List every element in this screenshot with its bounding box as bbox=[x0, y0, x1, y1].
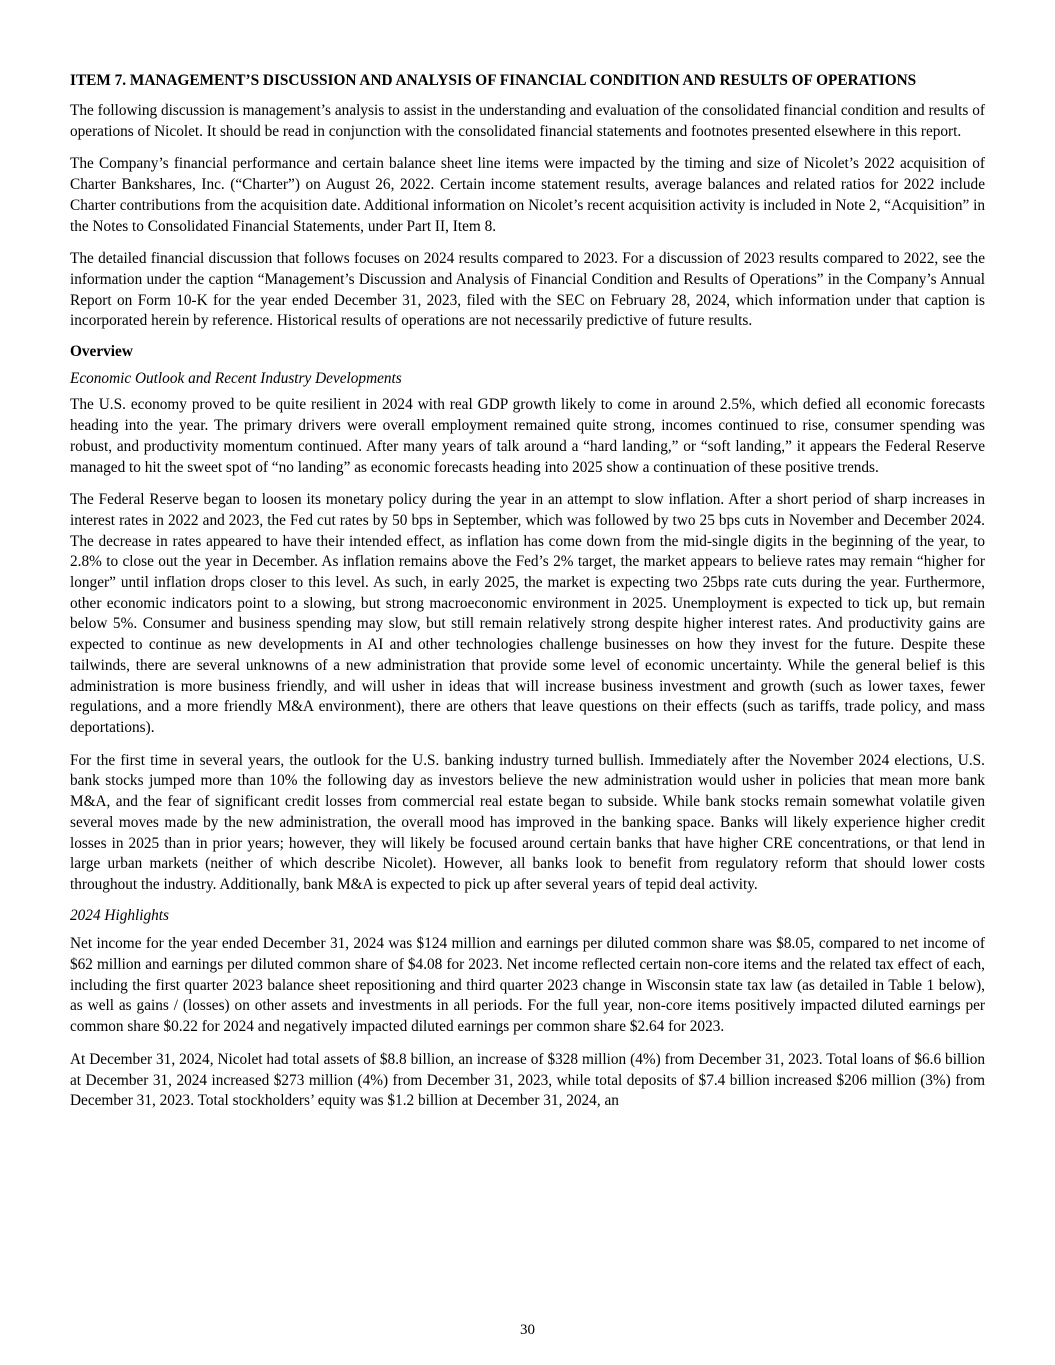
highlights-paragraph-2: At December 31, 2024, Nicolet had total assets of $8.8 billion, an increase of $328 million (4%) from December 31, 2023. Total loans of $6.6 billion at December 31, 2024 increased $273 million (4%) from December 31, 2023, while total deposits of $7.4 billion increased $206 million (3%) from December 31, 2023. Total stockholders’ equity was $1.2 billion at December 31, 2024, an bbox=[70, 1050, 985, 1110]
page-number: 30 bbox=[520, 1322, 535, 1338]
highlights-paragraph-1: Net income for the year ended December 31, 2024 was $124 million and earnings per diluted common share was $8.05, compared to net income of $62 million and earnings per diluted common share of $4.08 for 2023. Net income reflected certain non-core items and the related tax effect of each, including the first quarter 2023 balance sheet repositioning and third quarter 2023 change in Wisconsin state tax law (as detailed in Table 1 below), as well as gains / (losses) on other assets and investments in all periods. For the full year, non-core items positively impacted diluted earnings per common share $0.22 for 2024 and negatively impacted diluted earnings per common share $2.64 for 2023. bbox=[70, 935, 985, 1036]
intro-paragraph-2: The Company’s financial performance and certain balance sheet line items were impacted by the timing and size of Nicolet’s 2022 acquisition of Charter Bankshares, Inc. (“Charter”) on August 26, 2022. Certain income statement results, average balances and related ratios for 2022 include Charter contributions from the acquisition date. Additional information on Nicolet’s recent acquisition activity is included in Note 2, “Acquisition” in the Notes to Consolidated Financial Statements, under Part II, Item 8. bbox=[70, 155, 985, 235]
economic-outlook-subheading: Economic Outlook and Recent Industry Developments bbox=[70, 369, 402, 387]
economic-paragraph-3: For the first time in several years, the outlook for the U.S. banking industry turned bullish. Immediately after the November 2024 elections, U.S. bank stocks jumped more than 10% the following day as investors believe the new administration would usher in policies that mean more bank M&A, and the fear of significant credit losses from commercial real estate began to subside. While bank stocks remain somewhat volatile given several moves made by the new administration, the overall mood has improved in the banking space. Banks will likely experience higher credit losses in 2025 than in prior years; however, they will likely be focused around certain banks that have higher CRE concentrations, or that lend in large urban markets (neither of which describe Nicolet). However, all banks look to benefit from regulatory reform that should lower costs throughout the industry. Additionally, bank M&A is expected to pick up after several years of tepid deal activity. bbox=[70, 751, 985, 893]
economic-paragraph-1: The U.S. economy proved to be quite resilient in 2024 with real GDP growth likely to come in around 2.5%, which defied all economic forecasts heading into the year. The primary drivers were overall employment remained quite strong, incomes continued to rise, consumer spending was robust, and productivity momentum continued. After many years of talk around a “hard landing,” or “soft landing,” it appears the Federal Reserve managed to hit the sweet spot of “no landing” as economic forecasts heading into 2025 show a continuation of these positive trends. bbox=[70, 396, 985, 476]
document-page bbox=[70, 70, 985, 1124]
item-7-heading: ITEM 7. MANAGEMENT’S DISCUSSION AND ANALYSIS OF FINANCIAL CONDITION AND RESULTS OF OPERATIONS bbox=[70, 72, 917, 89]
highlights-subheading: 2024 Highlights bbox=[70, 906, 170, 924]
intro-paragraph-1: The following discussion is management’s analysis to assist in the understanding and evaluation of the consolidated financial condition and results of operations of Nicolet. It should be read in conjunction with the consolidated financial statements and footnotes presented elsewhere in this report. bbox=[70, 102, 985, 140]
intro-paragraph-3: The detailed financial discussion that follows focuses on 2024 results compared to 2023. For a discussion of 2023 results compared to 2022, see the information under the caption “Management’s Discussion and Analysis of Financial Condition and Results of Operations” in the Company’s Annual Report on Form 10-K for the year ended December 31, 2023, filed with the SEC on February 28, 2024, which information under that caption is incorporated herein by reference. Historical results of operations are not necessarily predictive of future results. bbox=[70, 250, 985, 330]
overview-heading: Overview bbox=[70, 343, 133, 361]
economic-paragraph-2: The Federal Reserve began to loosen its monetary policy during the year in an attempt to slow inflation. After a short period of sharp increases in interest rates in 2022 and 2023, the Fed cut rates by 50 bps in September, which was followed by two 25 bps cuts in November and December 2024. The decrease in rates appeared to have their intended effect, as inflation has come down from the mid-single digits in the beginning of the year, to 2.8% to close out the year in December. As inflation remains above the Fed’s 2% target, the market appears to believe rates may remain “higher for longer” until inflation drops closer to this level. As such, in early 2025, the market is expecting two 25bps rate cuts during the year. Furthermore, other economic indicators point to a slowing, but strong macroeconomic environment in 2025. Unemployment is expected to tick up, but remain below 5%. Consumer and business spending may slow, but still remain relatively strong despite higher interest rates. And productivity gains are expected to continue as new developments in AI and other technologies challenge businesses on how they invest for the future. Despite these tailwinds, there are several unknowns of a new administration that provide some level of economic uncertainty. While the general belief is this administration is more business friendly, and will usher in ideas that will increase business investment and growth (such as lower taxes, fewer regulations, and a more friendly M&A environment), there are others that leave questions on their effects (such as tariffs, trade policy, and mass deportations). bbox=[70, 491, 985, 736]
